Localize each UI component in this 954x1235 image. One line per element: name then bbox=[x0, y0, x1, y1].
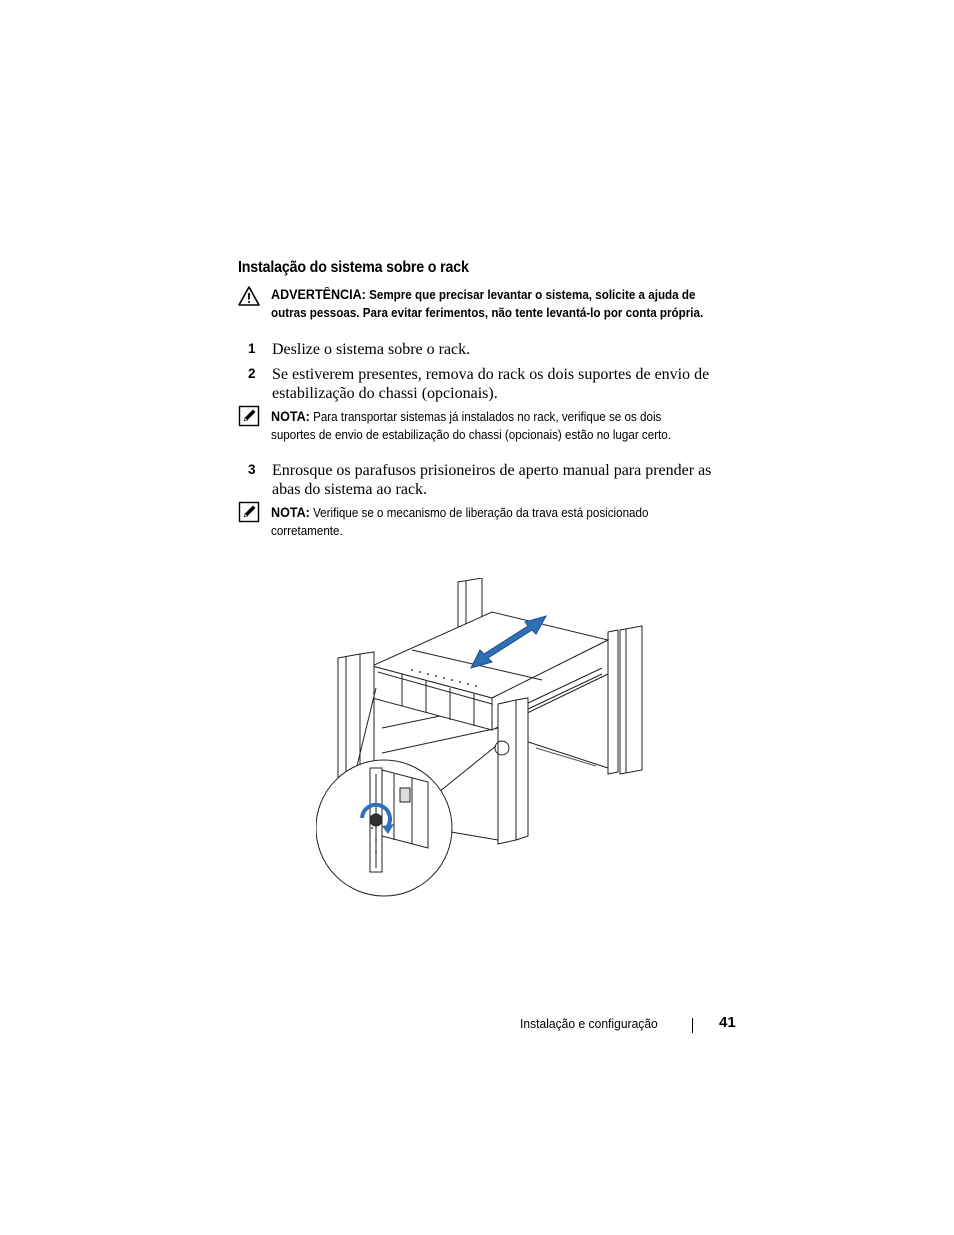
step-text: Se estiverem presentes, remova do rack os dois suportes de envio de estabilização do chassi (opcionais). bbox=[272, 366, 710, 402]
warning-icon bbox=[238, 285, 260, 307]
warning-block bbox=[271, 286, 708, 322]
note-block-1 bbox=[271, 408, 708, 444]
warning-text: Sempre que precisar levantar o sistema, solicite a ajuda de outras pessoas. Para evitar ferimentos, não tente levantá-lo por conta própria. bbox=[271, 288, 704, 320]
note-text: Para transportar sistemas já instalados no rack, verifique se os dois suportes de envio de estabilização do chassi (opcionais) estão no lugar certo. bbox=[271, 410, 672, 442]
note-block-2 bbox=[271, 504, 708, 540]
step-number: 3 bbox=[248, 462, 256, 477]
step-text: Enrosque os parafusos prisioneiros de aperto manual para prender as abas do sistema ao rack. bbox=[272, 462, 712, 498]
page-number: 41 bbox=[719, 1014, 736, 1031]
step-number: 2 bbox=[248, 366, 256, 381]
step-number: 1 bbox=[248, 341, 256, 356]
warning-label: ADVERTÊNCIA: bbox=[271, 287, 366, 302]
note-label: NOTA: bbox=[271, 409, 310, 424]
pencil-note-icon bbox=[238, 501, 260, 523]
pencil-note-icon bbox=[238, 405, 260, 427]
server-rack-illustration bbox=[316, 578, 662, 910]
note-label: NOTA: bbox=[271, 505, 310, 520]
footer-separator bbox=[692, 1018, 693, 1033]
note-text: Verifique se o mecanismo de liberação da trava está posicionado corretamente. bbox=[271, 506, 649, 538]
footer-chapter: Instalação e configuração bbox=[520, 1016, 658, 1031]
section-title: Instalação do sistema sobre o rack bbox=[238, 259, 469, 276]
step-text: Deslize o sistema sobre o rack. bbox=[272, 341, 471, 358]
